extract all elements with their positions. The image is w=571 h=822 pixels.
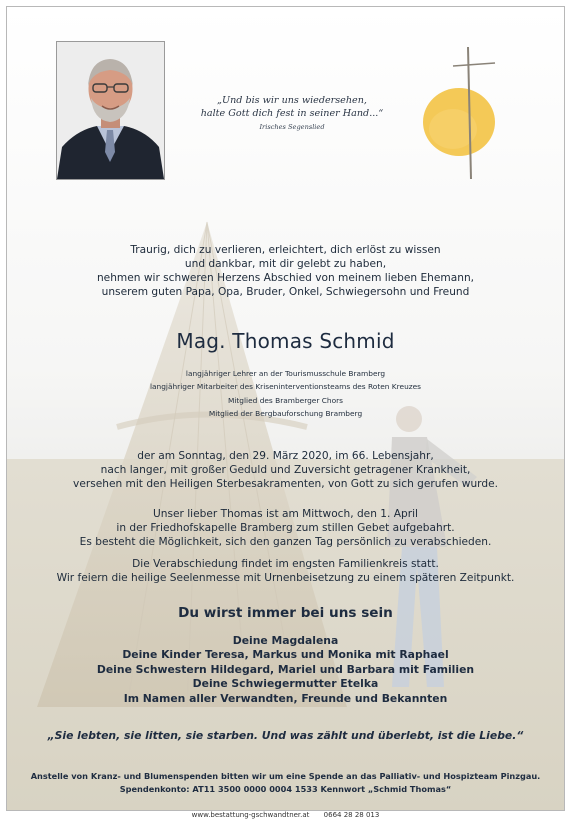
family-member: Deine Schwiegermutter Etelka: [192, 677, 379, 691]
intro-text: [7, 243, 564, 299]
viewing-line: Es besteht die Möglichkeit, sich den ganzen Tag persönlich zu verabschieden.: [79, 536, 492, 548]
family-list: [7, 634, 564, 706]
death-notice-line: der am Sonntag, den 29. März 2020, im 66. Lebensjahr,: [137, 450, 434, 462]
opening-quote: [187, 94, 397, 131]
family-member: Deine Schwestern Hildegard, Mariel und Barbara mit Familien: [96, 662, 475, 676]
intro-line: nehmen wir schweren Herzens Abschied von meinem lieben Ehemann,: [96, 272, 475, 284]
family-member: Im Namen aller Verwandten, Freunde und Bekannten: [123, 691, 448, 705]
quote-line: halte Gott dich fest in seiner Hand...“: [200, 108, 384, 119]
donation-info: [7, 770, 564, 796]
family-member: Deine Kinder Teresa, Markus und Monika mit Raphael: [122, 648, 449, 662]
portrait-photo: [56, 41, 165, 180]
viewing-line: Unser lieber Thomas ist am Mittwoch, den 1. April: [153, 508, 418, 520]
footer: [0, 811, 571, 819]
role-item: Mitglied des Bramberger Chors: [227, 395, 344, 405]
intro-line: und dankbar, mit dir gelebt zu haben,: [184, 258, 387, 270]
portrait-icon: [57, 42, 164, 179]
footer-phone: 0664 28 28 013: [323, 811, 380, 819]
donation-line: Spendenkonto: AT11 3500 0000 0004 1533 Kennwort „Schmid Thomas“: [119, 784, 452, 794]
viewing-info: [7, 507, 564, 549]
quote-line: „Und bis wir uns wiedersehen,: [217, 95, 367, 106]
deceased-name: Mag. Thomas Schmid: [176, 329, 395, 353]
roles-list: [7, 367, 564, 421]
role-item: langjähriger Lehrer an der Tourismusschule Bramberg: [185, 369, 386, 378]
quote-source: Irisches Segenslied: [259, 123, 325, 131]
farewell-line: Die Verabschiedung findet im engsten Familienkreis statt.: [132, 558, 439, 570]
role-item: langjähriger Mitarbeiter des Kriseninterventionsteams des Roten Kreuzes: [149, 382, 422, 392]
obituary-card: [6, 6, 565, 811]
death-notice-line: versehen mit den Heiligen Sterbesakramenten, von Gott zu sich gerufen wurde.: [73, 478, 498, 490]
family-member: Deine Magdalena: [232, 634, 339, 647]
footer-website: www.bestattung-gschwandtner.at: [191, 811, 310, 819]
donation-line: Anstelle von Kranz- und Blumenspenden bitten wir um eine Spende an das Palliativ- und Hospizteam Pinzgau.: [30, 771, 541, 781]
farewell-line: Wir feiern die heilige Seelenmesse mit Urnenbeisetzung zu einem späteren Zeitpunkt.: [56, 572, 515, 584]
cross-sun-icon: [409, 43, 499, 179]
closing-quote: „Sie lebten, sie litten, sie starben. Und was zählt und überlebt, ist die Liebe.“: [47, 729, 524, 742]
death-notice: [7, 449, 564, 491]
memorial-heading: Du wirst immer bei uns sein: [178, 605, 393, 621]
death-notice-line: nach langer, mit großer Geduld und Zuversicht getragener Krankheit,: [100, 464, 471, 476]
viewing-line: in der Friedhofskapelle Bramberg zum stillen Gebet aufgebahrt.: [116, 522, 455, 534]
intro-line: Traurig, dich zu verlieren, erleichtert, dich erlöst zu wissen: [130, 244, 441, 256]
role-item: Mitglied der Bergbauforschung Bramberg: [208, 409, 363, 419]
farewell-info: [7, 557, 564, 585]
intro-line: unserem guten Papa, Opa, Bruder, Onkel, Schwiegersohn und Freund: [101, 286, 470, 298]
